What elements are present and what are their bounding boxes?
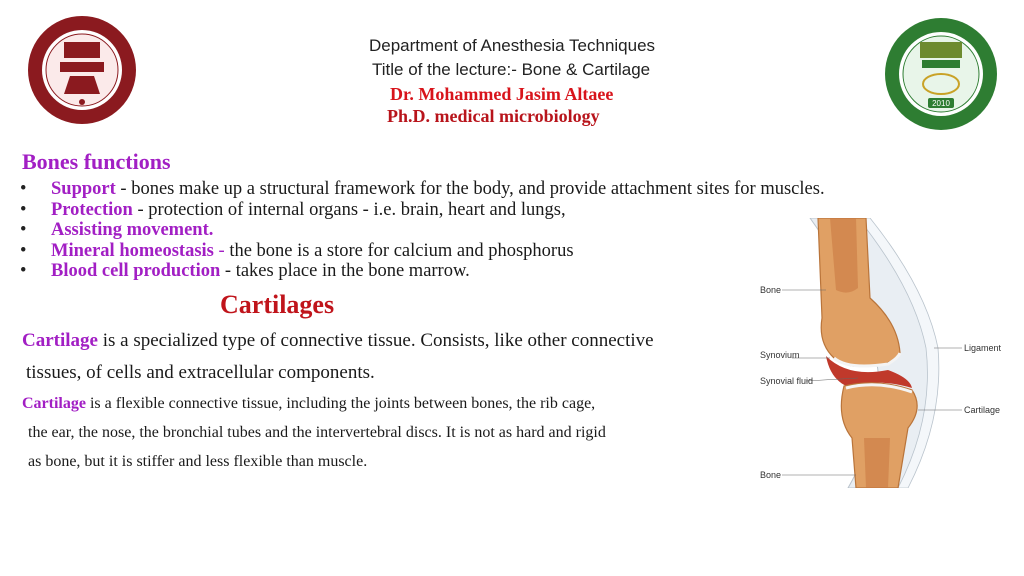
label-synovium: Synovium [760,350,800,360]
department-title: Department of Anesthesia Techniques [369,36,656,55]
label-ligament: Ligament [964,343,1002,353]
paragraph-text: is a specialized type of connective tissue. Consists, like other connective [97,330,654,351]
cartilage-paragraph-1-line-2: tissues, of cells and extracellular components. [26,362,375,383]
label-bone-top: Bone [760,285,782,295]
university-logo-right [882,12,1000,134]
list-item [20,179,980,200]
marrow-cavity-lower [864,438,890,488]
function-term: Protection [51,199,133,220]
cartilage-paragraph-2-line-3: as bone, but it is stiffer and less flexible than muscle. [28,453,368,470]
function-term: Assisting movement. [51,220,214,240]
cartilages-heading: Cartilages [220,290,335,319]
function-text: protection of internal organs - i.e. brain, heart and lungs, [148,199,566,220]
separator: - [132,199,149,220]
bullet-icon: • [20,261,27,281]
cartilage-paragraph-2-line-2: the ear, the nose, the bronchial tubes and the intervertebral discs. It is not as hard and rigid [28,424,606,441]
bullet-icon: • [20,220,27,240]
function-term: Blood cell production [51,261,221,281]
lecture-title: Title of the lecture:- Bone & Cartilage [372,60,651,79]
list-item [20,200,980,221]
function-text: the bone is a store for calcium and phosphorus [229,240,574,261]
synovial-joint-diagram [748,218,1018,488]
author-name: Dr. Mohammed Jasim Altaee [390,84,614,104]
separator: - [213,240,230,261]
author-degree: Ph.D. medical microbiology [387,106,600,126]
bones-functions-heading: Bones functions [22,149,171,174]
cartilage-paragraph-2-line-1 [22,395,595,413]
function-text: bones make up a structural framework for the body, and provide attachment sites for muscles. [131,179,825,199]
cartilage-paragraph-1-line-1 [22,330,654,352]
label-bone-bottom: Bone [760,470,782,480]
university-logo-left [26,14,138,126]
function-term: Support [51,179,116,199]
cartilage-term: Cartilage [22,330,98,351]
bullet-icon: • [20,179,27,199]
logo-year: 2010 [932,99,950,108]
paragraph-text: is a flexible connective tissue, including the joints between bones, the rib cage, [85,395,596,412]
separator: - [220,261,236,281]
cartilage-term: Cartilage [22,395,86,412]
label-cartilage: Cartilage [964,405,1001,415]
separator: - [115,179,132,199]
bullet-icon: • [20,240,27,261]
bullet-icon: • [20,199,27,220]
function-text: takes place in the bone marrow. [235,261,470,281]
function-term: Mineral homeostasis [51,240,214,261]
label-synovial-fluid: Synovial fluid [760,376,814,386]
